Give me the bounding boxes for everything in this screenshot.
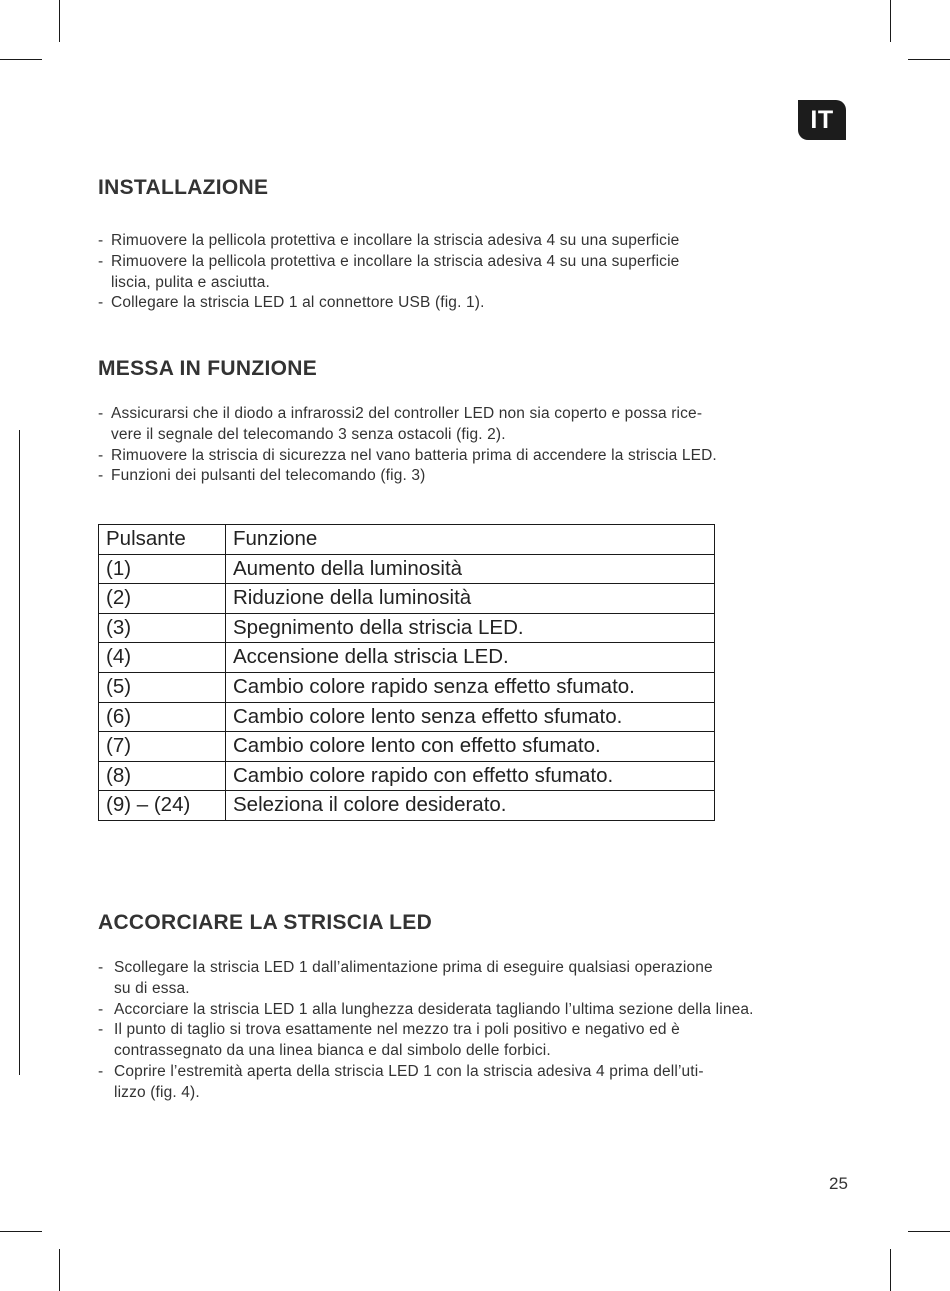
page-number: 25 (829, 1174, 848, 1193)
table-row (99, 791, 715, 821)
list-item-text: Collegare la striscia LED 1 al connettore USB (fig. 1). (111, 294, 485, 312)
list-dash: - (98, 294, 104, 312)
table-cell-button: (1) (99, 554, 226, 584)
list-item (98, 1000, 858, 1021)
button-function-table (98, 524, 715, 821)
list-item-text: Rimuovere la pellicola protettiva e incollare la striscia adesiva 4 su una superficie liscia, pulita e asciutta. (111, 252, 680, 291)
accorciare-list (98, 958, 858, 1104)
list-dash: - (98, 252, 104, 270)
list-item-text: Rimuovere la striscia di sicurezza nel vano batteria prima di accendere la striscia LED. (111, 446, 717, 464)
table-cell-function: Spegnimento della striscia LED. (226, 613, 715, 643)
list-item (98, 446, 898, 467)
list-item (98, 958, 858, 1000)
table-cell-function: Aumento della luminosità (226, 554, 715, 584)
table-header-cell: Funzione (226, 525, 715, 555)
list-item-text: Rimuovere la pellicola protettiva e incollare la striscia adesiva 4 su una superficie (111, 232, 680, 249)
table-cell-button: (9) – (24) (99, 791, 226, 821)
crop-mark-top-right-vertical (890, 0, 891, 42)
table-row (99, 761, 715, 791)
table-cell-function: Riduzione della luminosità (226, 584, 715, 614)
list-item-text: Assicurarsi che il diodo a infrarossi2 del controller LED non sia coperto e possa rice- vere il segnale del telecomando 3 senza ostacoli (fig. 2). (111, 405, 703, 443)
list-dash: - (98, 467, 104, 485)
table-cell-button: (3) (99, 613, 226, 643)
crop-mark-bottom-left-vertical (59, 1249, 60, 1291)
list-item-text: Scollegare la striscia LED 1 dall’alimentazione prima di eseguire qualsiasi operazione su di essa. (114, 959, 713, 997)
crop-mark-top-right-horizontal (908, 59, 950, 60)
list-item (98, 1020, 858, 1062)
table-header-row (99, 525, 715, 555)
language-badge: IT (798, 100, 846, 140)
section-title-accorciare: ACCORCIARE LA STRISCIA LED (98, 911, 433, 934)
table-cell-button: (5) (99, 672, 226, 702)
left-margin-rule (19, 430, 20, 1075)
list-item (98, 293, 858, 314)
installazione-list (98, 231, 858, 314)
list-dash: - (98, 1000, 104, 1018)
list-dash: - (98, 1021, 104, 1039)
crop-mark-top-left-vertical (59, 0, 60, 42)
section-title-messa-in-funzione: MESSA IN FUNZIONE (98, 357, 317, 380)
table-row (99, 672, 715, 702)
messa-list (98, 404, 898, 487)
list-item-text: Coprire l’estremità aperta della striscia LED 1 con la striscia adesiva 4 prima dell’uti- lizzo (fig. 4). (114, 1062, 704, 1101)
table-cell-function: Cambio colore lento con effetto sfumato. (226, 732, 715, 762)
list-dash: - (98, 1062, 104, 1080)
table-cell-function: Accensione della striscia LED. (226, 643, 715, 673)
table-row (99, 643, 715, 673)
list-item (98, 1062, 858, 1104)
table-row (99, 732, 715, 762)
list-dash: - (98, 959, 104, 976)
table-row (99, 584, 715, 614)
table-cell-function: Seleziona il colore desiderato. (226, 791, 715, 821)
crop-mark-bottom-left-horizontal (0, 1231, 42, 1232)
list-item (98, 404, 898, 446)
section-title-installazione: INSTALLAZIONE (98, 176, 269, 199)
list-item (98, 466, 898, 487)
list-item (98, 231, 858, 252)
table-row (99, 613, 715, 643)
table-cell-button: (2) (99, 584, 226, 614)
list-item-text: Accorciare la striscia LED 1 alla lunghezza desiderata tagliando l’ultima sezione della linea. (114, 1000, 754, 1018)
table-cell-function: Cambio colore rapido con effetto sfumato. (226, 761, 715, 791)
list-item-text: Funzioni dei pulsanti del telecomando (fig. 3) (111, 467, 426, 485)
list-item-text: Il punto di taglio si trova esattamente nel mezzo tra i poli positivo e negativo ed è contrassegnato da una linea bianca e dal simbolo delle forbici. (114, 1021, 680, 1060)
table-row (99, 554, 715, 584)
list-dash: - (98, 405, 104, 422)
list-dash: - (98, 446, 104, 464)
crop-mark-top-left-horizontal (0, 59, 42, 60)
table-cell-button: (8) (99, 761, 226, 791)
table-cell-button: (4) (99, 643, 226, 673)
table-cell-button: (7) (99, 732, 226, 762)
list-dash: - (98, 232, 104, 249)
crop-mark-bottom-right-vertical (890, 1249, 891, 1291)
table-cell-function: Cambio colore lento senza effetto sfumato. (226, 702, 715, 732)
table-cell-button: (6) (99, 702, 226, 732)
table-row (99, 702, 715, 732)
list-item (98, 252, 858, 294)
table-header-cell: Pulsante (99, 525, 226, 555)
crop-mark-bottom-right-horizontal (908, 1231, 950, 1232)
table-cell-function: Cambio colore rapido senza effetto sfumato. (226, 672, 715, 702)
